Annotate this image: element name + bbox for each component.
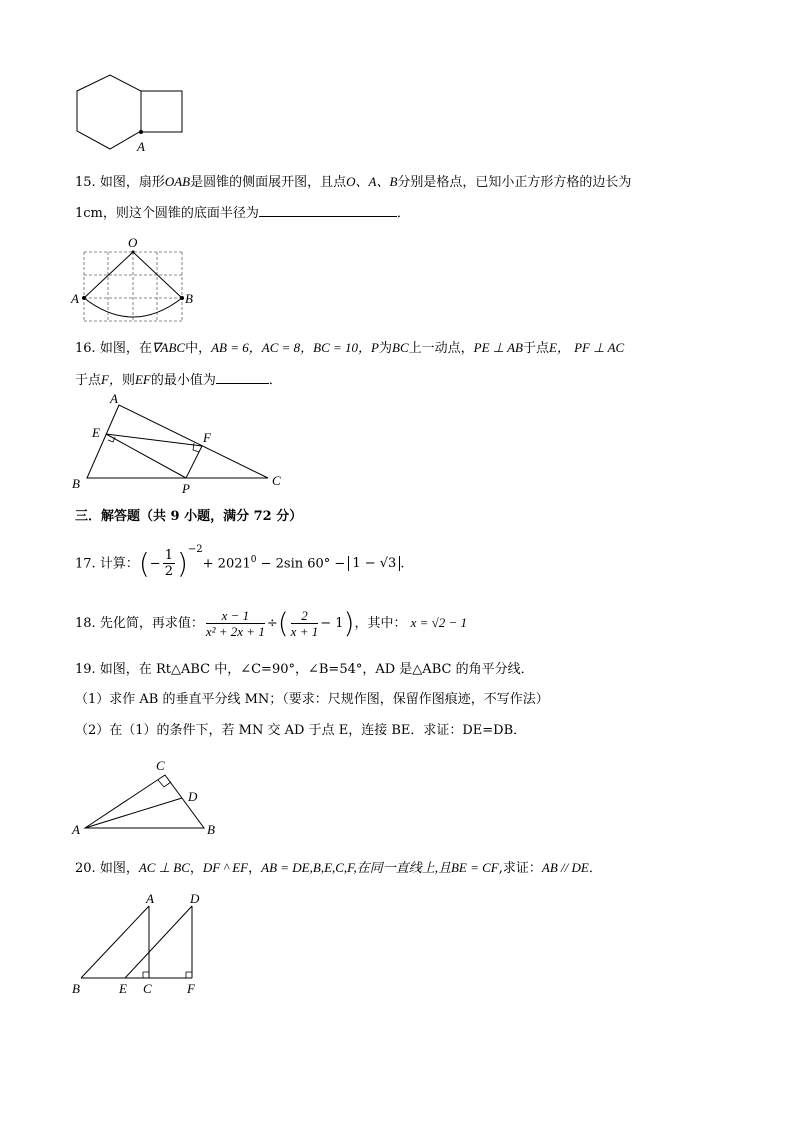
- section-heading: 三．解答题（共 9 小题，满分 72 分）: [75, 509, 303, 524]
- q20-end: ．: [588, 861, 602, 876]
- label-F: F: [187, 981, 195, 996]
- label-A: A: [146, 891, 154, 906]
- q18-number: 18.: [75, 616, 96, 631]
- right-angle-F: [186, 972, 192, 978]
- q16-point-f: F，: [101, 372, 122, 387]
- label-B: B: [185, 291, 193, 306]
- label-C: C: [143, 981, 152, 996]
- q17-sin-term: − 2sin 60° −: [256, 556, 346, 572]
- q20-number: 20.: [75, 861, 96, 876]
- q18-frac1-num: x − 1: [206, 608, 265, 624]
- q15-points: O、A、B: [346, 174, 398, 189]
- label-E: E: [92, 425, 100, 440]
- q17-number: 17.: [75, 556, 96, 572]
- label-B: B: [72, 476, 80, 491]
- q18-frac1-den: x² + 2x + 1: [205, 624, 265, 639]
- q15-end: ．: [396, 206, 410, 221]
- q15-text-c: 分别是格点，已知小正方形方格的边长为: [397, 175, 632, 190]
- q20-text-c: ,求证：: [498, 861, 542, 876]
- q16-pe-perp: PE ⊥ AB: [473, 340, 523, 355]
- q16-text-g: 则: [121, 373, 135, 388]
- q16-point-e: E，: [549, 340, 570, 355]
- q17-left-paren: (: [138, 546, 150, 580]
- q18-text: 先化简，再求值：: [99, 616, 204, 631]
- q18-frac2-num: 2: [291, 608, 319, 624]
- q20-text-b: ,B,E,C,F,在同一直线上,且: [309, 860, 451, 875]
- q18-text-b: ，其中：: [354, 616, 407, 631]
- q17-minus: −: [149, 556, 161, 572]
- right-angle-C: [143, 972, 149, 978]
- q18-divide: ÷: [266, 616, 278, 631]
- label-A: A: [71, 291, 79, 306]
- q15-text-b: 是圆锥的侧面展开图，且点: [190, 175, 347, 190]
- label-C: C: [156, 758, 165, 773]
- q20-ab-parallel-de: AB // DE: [541, 860, 589, 875]
- q16-number: 16.: [75, 341, 96, 356]
- q17-right-paren: ): [176, 546, 188, 580]
- q16-pf-perp: PF ⊥ AC: [574, 340, 625, 355]
- q17-absolute: 1 − √3: [348, 556, 400, 571]
- label-F: F: [203, 430, 211, 445]
- q16-text-h: 的最小值为: [150, 373, 216, 388]
- label-B: B: [207, 822, 215, 837]
- q16-triangle: ∇ABC: [151, 340, 186, 355]
- q18-left-paren: (: [277, 606, 289, 640]
- q17-year: + 2021: [202, 556, 251, 572]
- q17-exponent-zero: 0: [250, 555, 257, 565]
- q19-line3: （2）在（1）的条件下，若 MN 交 AD 于点 E，连接 BE．求证：DE=DB．: [75, 723, 527, 738]
- q17-exponent: −2: [187, 544, 203, 555]
- q19-line1: 19. 如图，在 Rt△ABC 中，∠C=90°，∠B=54°，AD 是△ABC 的角平分线．: [75, 662, 534, 677]
- label-P: P: [182, 481, 190, 496]
- q20-df-perp-ef: DF ^ EF: [202, 860, 249, 875]
- q20-ab-eq-de: AB = DE: [261, 860, 310, 875]
- segment-DE: [125, 906, 192, 978]
- q18-frac2-den: x + 1: [290, 624, 319, 639]
- q18-minus-one: − 1: [320, 616, 344, 631]
- q15-var-oab: OAB: [164, 174, 191, 189]
- q17-fraction-den: 2: [164, 564, 173, 580]
- label-O: O: [128, 235, 138, 250]
- segment-AB: [81, 906, 149, 978]
- q20-text-a: 如图，: [99, 861, 139, 876]
- q18-x-value: x = √2 − 1: [410, 615, 468, 630]
- q20-ac-perp-bc: AC ⊥ BC: [138, 860, 190, 875]
- label-B: B: [72, 981, 80, 996]
- q19-line2: （1）求作 AB 的垂直平分线 MN；（要求：尺规作图，保留作图痕迹，不写作法）: [75, 692, 549, 707]
- q16-text-c: 为: [378, 341, 392, 356]
- q16-conditions: AB = 6，AC = 8，BC = 10，P: [211, 340, 379, 355]
- q16-ef: EF: [134, 372, 151, 387]
- q15-text-d: 1cm，则这个圆锥的底面半径为: [75, 206, 259, 221]
- q16-text-f: 于点: [75, 373, 102, 388]
- q16-text-a: 如图，在: [99, 341, 152, 356]
- q16-text-b: 中，: [185, 341, 212, 356]
- q17-end: .: [400, 556, 405, 572]
- label-E: E: [119, 981, 127, 996]
- q16-end: ．: [268, 373, 282, 388]
- q15-text-a: 如图，扇形: [99, 175, 165, 190]
- label-A: A: [72, 822, 80, 837]
- q17-fraction-num: 1: [164, 548, 173, 564]
- q16-bc: BC: [392, 340, 409, 355]
- q20-line: 20. 如图，AC ⊥ BC，DF ^ EF，AB = DE,B,E,C,F,在同一直线上,且BE = CF,求证：AB // DE．: [75, 860, 602, 876]
- q15-number: 15.: [75, 175, 96, 190]
- q16-text-d: 上一动点，: [408, 341, 474, 356]
- q17-text: 计算：: [99, 556, 139, 572]
- label-C: C: [272, 473, 281, 488]
- label-D: D: [188, 789, 198, 804]
- q18-right-paren: ): [343, 606, 355, 640]
- q20-be-eq-cf: BE = CF: [450, 860, 499, 875]
- label-A: A: [110, 391, 118, 406]
- label-D: D: [190, 891, 200, 906]
- label-A: A: [137, 139, 145, 154]
- q16-text-e: 于点: [523, 341, 550, 356]
